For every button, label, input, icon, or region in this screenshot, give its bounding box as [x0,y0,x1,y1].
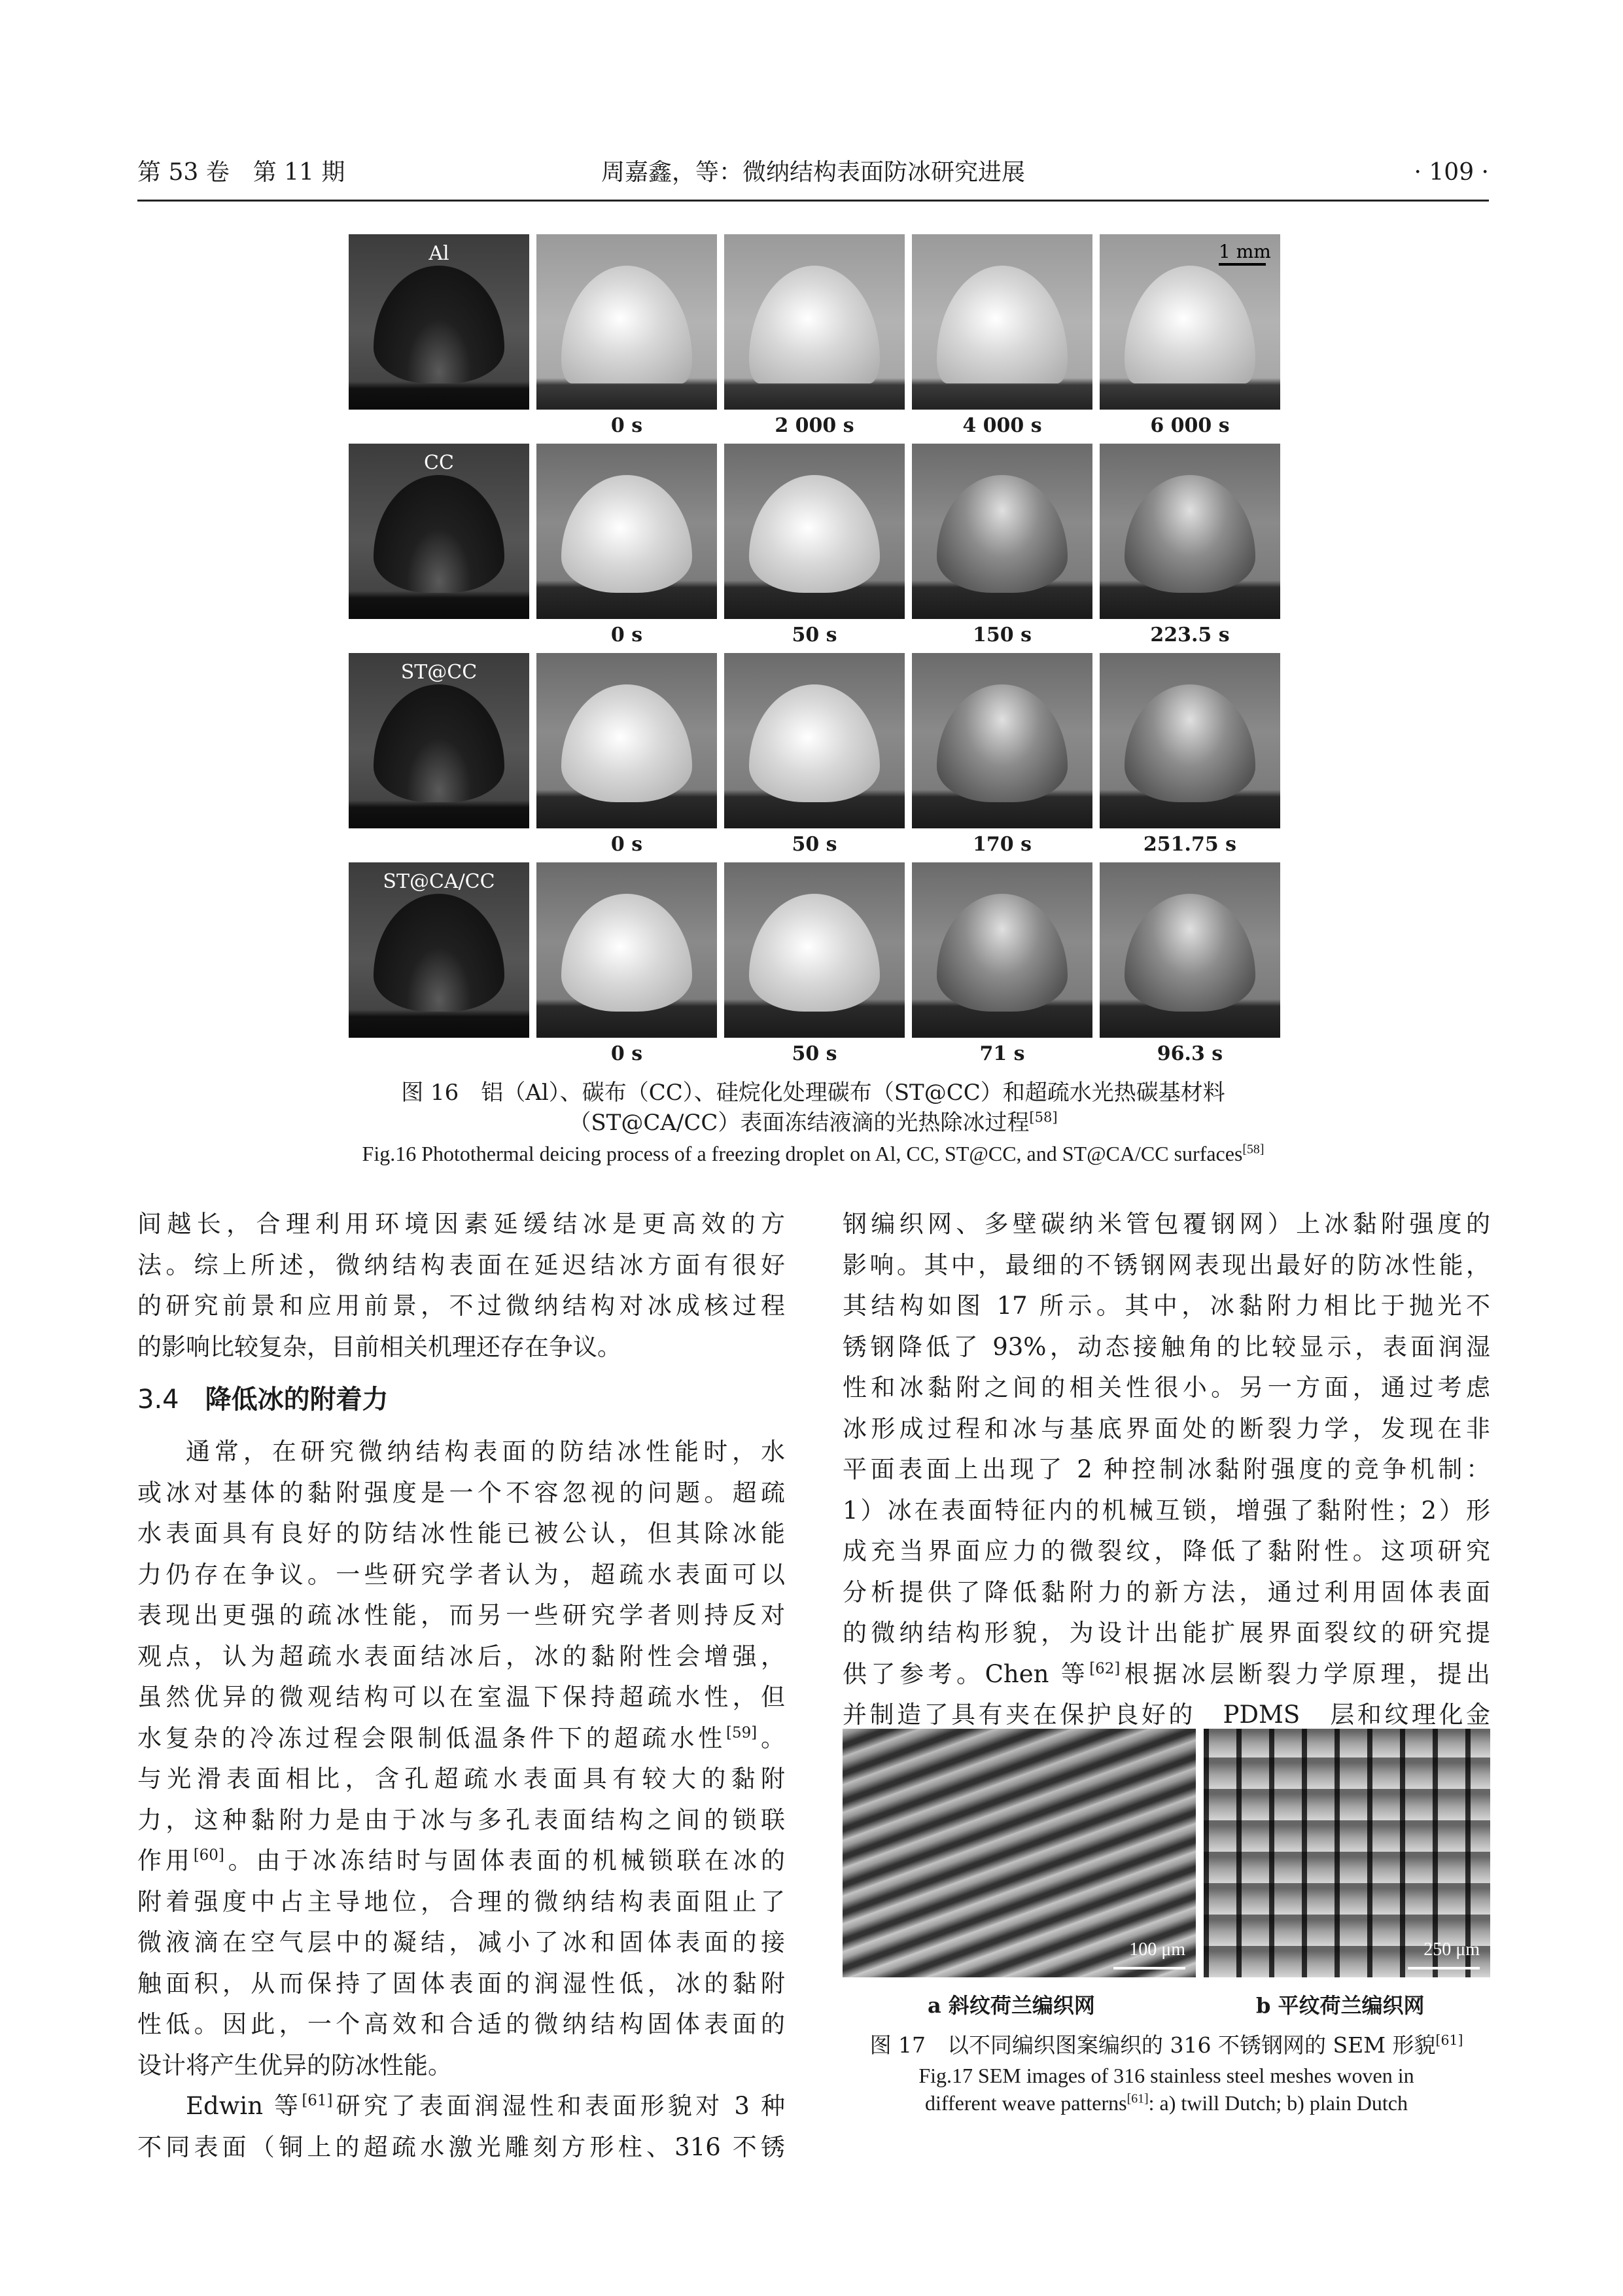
text-line: 钢编织网、多壁碳纳米管包覆钢网）上冰黏附强度的 [843,1210,1490,1238]
droplet-photo [536,444,717,619]
figure-16-caption-zh-line1: 图 16 铝（Al）、碳布（CC）、硅烷化处理碳布（ST@CC）和超疏水光热碳基材料 [401,1080,1225,1106]
droplet-photo [912,444,1092,619]
figure-17-caption-zh: 图 17 以不同编织图案编织的 316 不锈钢网的 SEM 形貌[61] [869,2032,1463,2058]
section-title: 降低冰的附着力 [205,1385,389,1415]
time-label: 71 s [979,1042,1025,1065]
droplet-photo-initial [349,862,529,1038]
time-label: 223.5 s [1150,624,1230,646]
text-line: 表现出更强的疏冰性能，而另一些研究学者则持反对 [137,1601,785,1629]
figure-16 [349,234,1278,1073]
text-line: 供了参考。Chen 等[62]根据冰层断裂力学原理，提出 [843,1659,1490,1688]
droplet-photo [536,653,717,828]
droplet-photo-initial [349,234,529,410]
time-label: 2 000 s [775,414,854,437]
droplet-photo [724,234,905,410]
text-line: 法。综上所述，微纳结构表面在延迟结冰方面有很好 [137,1250,785,1279]
time-label: 0 s [610,624,643,646]
droplet-photo [1100,444,1280,619]
droplet-photo-initial [349,653,529,828]
text-line: 性低。因此，一个高效和合适的微纳结构固体表面的 [137,2010,785,2038]
text-line: 的影响比较复杂，目前相关机理还存在争议。 [137,1332,621,1361]
figure-16-caption-en: Fig.16 Photothermal deicing process of a freezing droplet on Al, CC, ST@CC, and ST@CA/CC surfaces[58] [362,1142,1265,1165]
droplet-image [561,894,692,1012]
figure-17-caption-en-line2: different weave patterns[61]: a) twill Dutch; b) plain Dutch [925,2091,1408,2115]
text-line: 微液滴在空气层中的凝结，减小了冰和固体表面的接 [137,1928,785,1956]
right-column [843,1204,1490,1736]
droplet-image [1125,894,1255,1012]
droplet-image [937,475,1068,593]
droplet-image [749,684,880,802]
figure-16-caption-zh-line2: （ST@CA/CC）表面冻结液滴的光热除冰过程[58] [568,1108,1058,1136]
text-line: 水表面具有良好的防结冰性能已被公认，但其除冰能 [137,1519,785,1547]
figure-17-caption-en-line1: Fig.17 SEM images of 316 stainless steel meshes woven in [918,2064,1414,2087]
text-line: 水复杂的冷冻过程会限制低温条件下的超疏水性[59]。 [137,1723,785,1752]
droplet-image [561,684,692,802]
time-label: 96.3 s [1157,1042,1223,1065]
left-column [137,1204,785,2168]
time-label: 170 s [973,833,1032,856]
droplet-photo [912,862,1092,1038]
text-line: 影响。其中，最细的不锈钢网表现出最好的防冰性能， [843,1250,1490,1279]
droplet-photo [912,234,1092,410]
text-line: 作用[60]。由于冰冻结时与固体表面的机械锁联在冰的 [137,1846,785,1875]
text-line: Edwin 等[61]研究了表面润湿性和表面形貌对 3 种 [186,2092,785,2120]
subfigure-label-a: a 斜纹荷兰编织网 [928,1993,1095,2018]
paragraph-edwin [137,2086,785,2168]
time-label: 251.75 s [1143,833,1237,856]
scale-bar-label: 1 mm [1219,241,1271,262]
text-line: 不同表面（铜上的超疏水激光雕刻方形柱、316 不锈 [137,2132,785,2161]
text-line: 成充当界面应力的微裂纹，降低了黏附性。这项研究 [843,1537,1490,1565]
paragraph-continued [843,1204,1490,1736]
sem-image-plain-dutch [1204,1729,1490,1977]
text-line: 间越长，合理利用环境因素延缓结冰是更高效的方 [137,1210,785,1238]
droplet-image [561,266,692,383]
substrate-label: ST@CC [400,661,478,684]
substrate-label: Al [428,242,449,265]
text-line: 附着强度中占主导地位，合理的微纳结构表面阻止了 [137,1887,785,1916]
text-line: 与光滑表面相比，含孔超疏水表面具有较大的黏附 [137,1765,785,1793]
sem-image-twill-dutch [843,1729,1196,1977]
time-label: 50 s [792,833,837,856]
text-line: 平面表面上出现了 2 种控制冰黏附强度的竞争机制： [843,1455,1490,1483]
text-line: 锈钢降低了 93%，动态接触角的比较显示，表面润湿 [843,1332,1490,1361]
text-line: 观点，认为超疏水表面结冰后，冰的黏附性会增强， [137,1642,785,1670]
droplet-photo [912,653,1092,828]
text-line: 虽然优异的微观结构可以在室温下保持超疏水性，但 [137,1683,785,1711]
droplet-image [1125,684,1255,802]
paragraph-intro [137,1204,785,1368]
text-line: 力仍存在争议。一些研究学者认为，超疏水表面可以 [137,1560,785,1589]
scale-bar [1113,1967,1185,1969]
running-title: 周嘉鑫，等：微纳结构表面防冰研究进展 [601,159,1025,186]
text-line: 的研究前景和应用前景，不过微纳结构对冰成核过程 [137,1292,785,1320]
droplet-photo [1100,653,1280,828]
time-label: 4 000 s [962,414,1042,437]
droplet-image [749,894,880,1012]
droplet-image [1125,266,1255,383]
substrate-label: CC [424,451,454,474]
time-label: 150 s [973,624,1032,646]
time-label: 6 000 s [1150,414,1230,437]
header-rule [137,200,1489,202]
frozen-droplet-image [374,684,504,802]
droplet-image [1125,475,1255,593]
droplet-image [561,475,692,593]
frozen-droplet-image [374,266,504,383]
frozen-droplet-image [374,894,504,1012]
droplet-photo [724,653,905,828]
subfigure-label-b: b 平纹荷兰编织网 [1256,1993,1425,2018]
scale-bar [1219,263,1266,266]
scale-bar [1408,1967,1480,1969]
droplet-image [749,475,880,593]
section-number: 3.4 [137,1385,179,1415]
text-line: 并制造了具有夹在保护良好的 PDMS 层和纹理化金 [843,1701,1490,1729]
scale-bar-label: 100 μm [1129,1939,1185,1960]
text-line: 其结构如图 17 所示。其中，冰黏附力相比于抛光不 [843,1292,1490,1320]
droplet-photo [536,862,717,1038]
time-label: 50 s [792,624,837,646]
droplet-photo [536,234,717,410]
text-line: 设计将产生优异的防冰性能。 [137,2051,452,2079]
text-line: 的微纳结构形貌，为设计出能扩展界面裂纹的研究提 [843,1619,1490,1647]
text-line: 通常，在研究微纳结构表面的防结冰性能时，水 [186,1438,785,1466]
volume-issue: 第 53 卷 第 11 期 [137,159,345,186]
figure-17 [843,1729,1490,1984]
droplet-photo [724,444,905,619]
droplet-image [937,684,1068,802]
running-header [137,157,1489,196]
droplet-photo [1100,862,1280,1038]
text-line: 触面积，从而保持了固体表面的润湿性低，冰的黏附 [137,1969,785,1998]
droplet-image [937,894,1068,1012]
substrate-label: ST@CA/CC [383,870,495,893]
frozen-droplet-image [374,475,504,593]
text-line: 性和冰黏附之间的相关性很小。另一方面，通过考虑 [843,1373,1490,1402]
time-label: 50 s [792,1042,837,1065]
paragraph-adhesion [137,1432,785,2086]
text-line: 冰形成过程和冰与基底界面处的断裂力学，发现在非 [843,1414,1490,1443]
time-label: 0 s [610,1042,643,1065]
time-label: 0 s [610,414,643,437]
droplet-image [937,266,1068,383]
page-number: · 109 · [1414,159,1489,186]
text-line: 1）冰在表面特征内的机械互锁，增强了黏附性；2）形 [843,1496,1490,1525]
droplet-photo-initial [349,444,529,619]
section-heading [137,1379,785,1420]
time-label: 0 s [610,833,643,856]
scale-bar-label: 250 μm [1423,1939,1480,1960]
droplet-image [749,266,880,383]
text-line: 或冰对基体的黏附强度是一个不容忽视的问题。超疏 [137,1478,785,1507]
text-line: 分析提供了降低黏附力的新方法，通过利用固体表面 [843,1578,1490,1606]
droplet-photo [724,862,905,1038]
text-line: 力，这种黏附力是由于冰与多孔表面结构之间的锁联 [137,1805,785,1834]
